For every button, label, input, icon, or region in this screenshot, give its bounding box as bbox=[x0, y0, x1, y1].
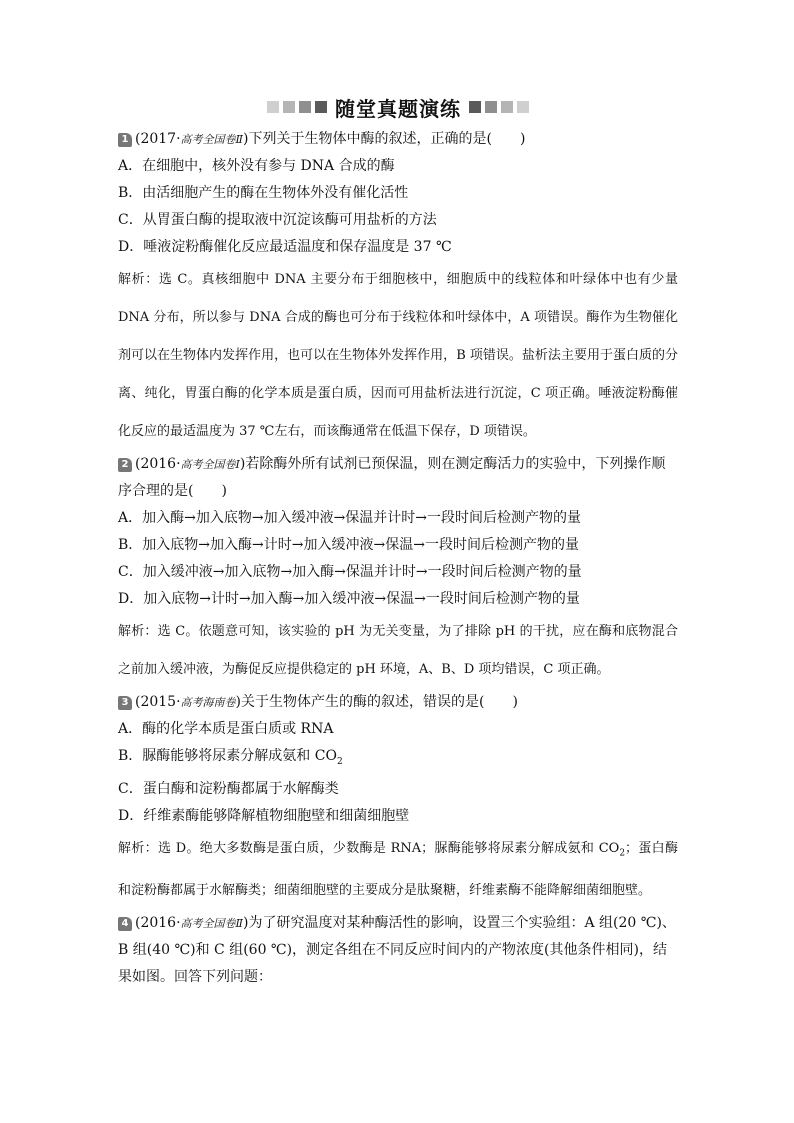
option: A．在细胞中，核外没有参与 DNA 合成的酶 bbox=[118, 158, 395, 174]
square-icon bbox=[517, 101, 529, 113]
option: C．加入缓冲液→加入底物→加入酶→保温并计时→一段时间后检测产物的量 bbox=[118, 564, 582, 580]
question-2-analysis: 解析：选 C。依题意可知，该实验的 pH 为无关变量，为了排除 pH 的干扰，应在酶和底物混合之前加入缓冲液，为酶促反应提供稳定的 pH 环境，A、B、D 项均错误，C 项正确。 bbox=[118, 624, 678, 677]
question-4-stem: 4 (2016·高考全国卷Ⅱ)为了研究温度对某种酶活性的影响，设置三个实验组：A 组(20 ℃)、B 组(40 ℃)和 C 组(60 ℃)，测定各组在不同反应时间内的产物浓度(其他条件相同)，结果如图。回答下列问题： bbox=[118, 915, 676, 986]
section-header bbox=[118, 92, 678, 122]
question-3-stem: 3 (2015·高考海南卷)关于生物体产生的酶的叙述，错误的是( ) bbox=[118, 689, 678, 716]
document-page bbox=[118, 92, 678, 991]
question-2-stem: 2 (2016·高考全国卷Ⅰ)若除酶外所有试剂已预保温，则在测定酶活力的实验中，下列操作顺序合理的是( ) bbox=[118, 456, 666, 499]
option: B．脲酶能够将尿素分解成氨和 $CO_2$ bbox=[118, 748, 343, 767]
option: D．加入底物→计时→加入酶→加入缓冲液→保温→一段时间后检测产物的量 bbox=[118, 591, 580, 607]
option: B．由活细胞产生的酶在生物体外没有催化活性 bbox=[118, 185, 409, 201]
question-number-badge: 2 bbox=[118, 458, 132, 472]
square-icon bbox=[315, 101, 327, 113]
option: D．纤维素酶能够降解植物细胞壁和细菌细胞壁 bbox=[118, 807, 410, 824]
option: B．加入底物→加入酶→计时→加入缓冲液→保温→一段时间后检测产物的量 bbox=[118, 537, 579, 553]
section-title: 随堂真题演练 bbox=[335, 96, 461, 121]
square-icon bbox=[299, 101, 311, 113]
option: A．加入酶→加入底物→加入缓冲液→保温并计时→一段时间后检测产物的量 bbox=[118, 510, 582, 526]
option: D．唾液淀粉酶催化反应最适温度和保存温度是 37 ℃ bbox=[118, 239, 452, 255]
option: A．酶的化学本质是蛋白质或 RNA bbox=[118, 721, 334, 737]
decor-squares-right bbox=[469, 101, 529, 113]
question-number-badge: 4 bbox=[118, 917, 132, 931]
square-icon bbox=[283, 101, 295, 113]
question-3-analysis: 解析：选 D。绝大多数酶是蛋白质，少数酶是 RNA；脲酶能够将尿素分解成氨和 $CO_2$；蛋白酶和淀粉酶都属于水解酶类；细菌细胞壁的主要成分是肽聚糖，纤维素酶不能降解细菌细胞壁。 bbox=[118, 840, 678, 899]
square-icon bbox=[485, 101, 497, 113]
square-icon bbox=[267, 101, 279, 113]
square-icon bbox=[501, 101, 513, 113]
question-number-badge: 1 bbox=[118, 133, 132, 147]
decor-squares-left bbox=[267, 101, 327, 113]
question-source: 高考全国卷Ⅱ bbox=[180, 133, 244, 146]
option: C．蛋白酶和淀粉酶都属于水解酶类 bbox=[118, 780, 339, 797]
question-1-stem: 1 (2017·高考全国卷Ⅱ)下列关于生物体中酶的叙述，正确的是( ) bbox=[118, 126, 678, 153]
question-source: 高考海南卷 bbox=[180, 696, 236, 709]
square-icon bbox=[469, 101, 481, 113]
question-source: 高考全国卷Ⅰ bbox=[180, 458, 240, 471]
question-1-analysis: 解析：选 C。真核细胞中 DNA 主要分布于细胞核中，细胞质中的线粒体和叶绿体中也有少量 DNA 分布，所以参与 DNA 合成的酶也可分布于线粒体和叶绿体中，A 项错误。酶作为生物催化剂可以在生物体内发挥作用，也可以在生物体外发挥作用，B 项错误。盐析法主要用于蛋白质的分离、纯化，胃蛋白酶的化学本质是蛋白质，因而可用盐析法进行沉淀，C 项正确。唾液淀粉酶催化反应的最适温度为 37 ℃左右，而该酶通常在低温下保存，D 项错误。 bbox=[118, 272, 678, 439]
option: C．从胃蛋白酶的提取液中沉淀该酶可用盐析的方法 bbox=[118, 212, 437, 228]
question-number-badge: 3 bbox=[118, 696, 132, 710]
question-source: 高考全国卷Ⅱ bbox=[180, 917, 244, 931]
